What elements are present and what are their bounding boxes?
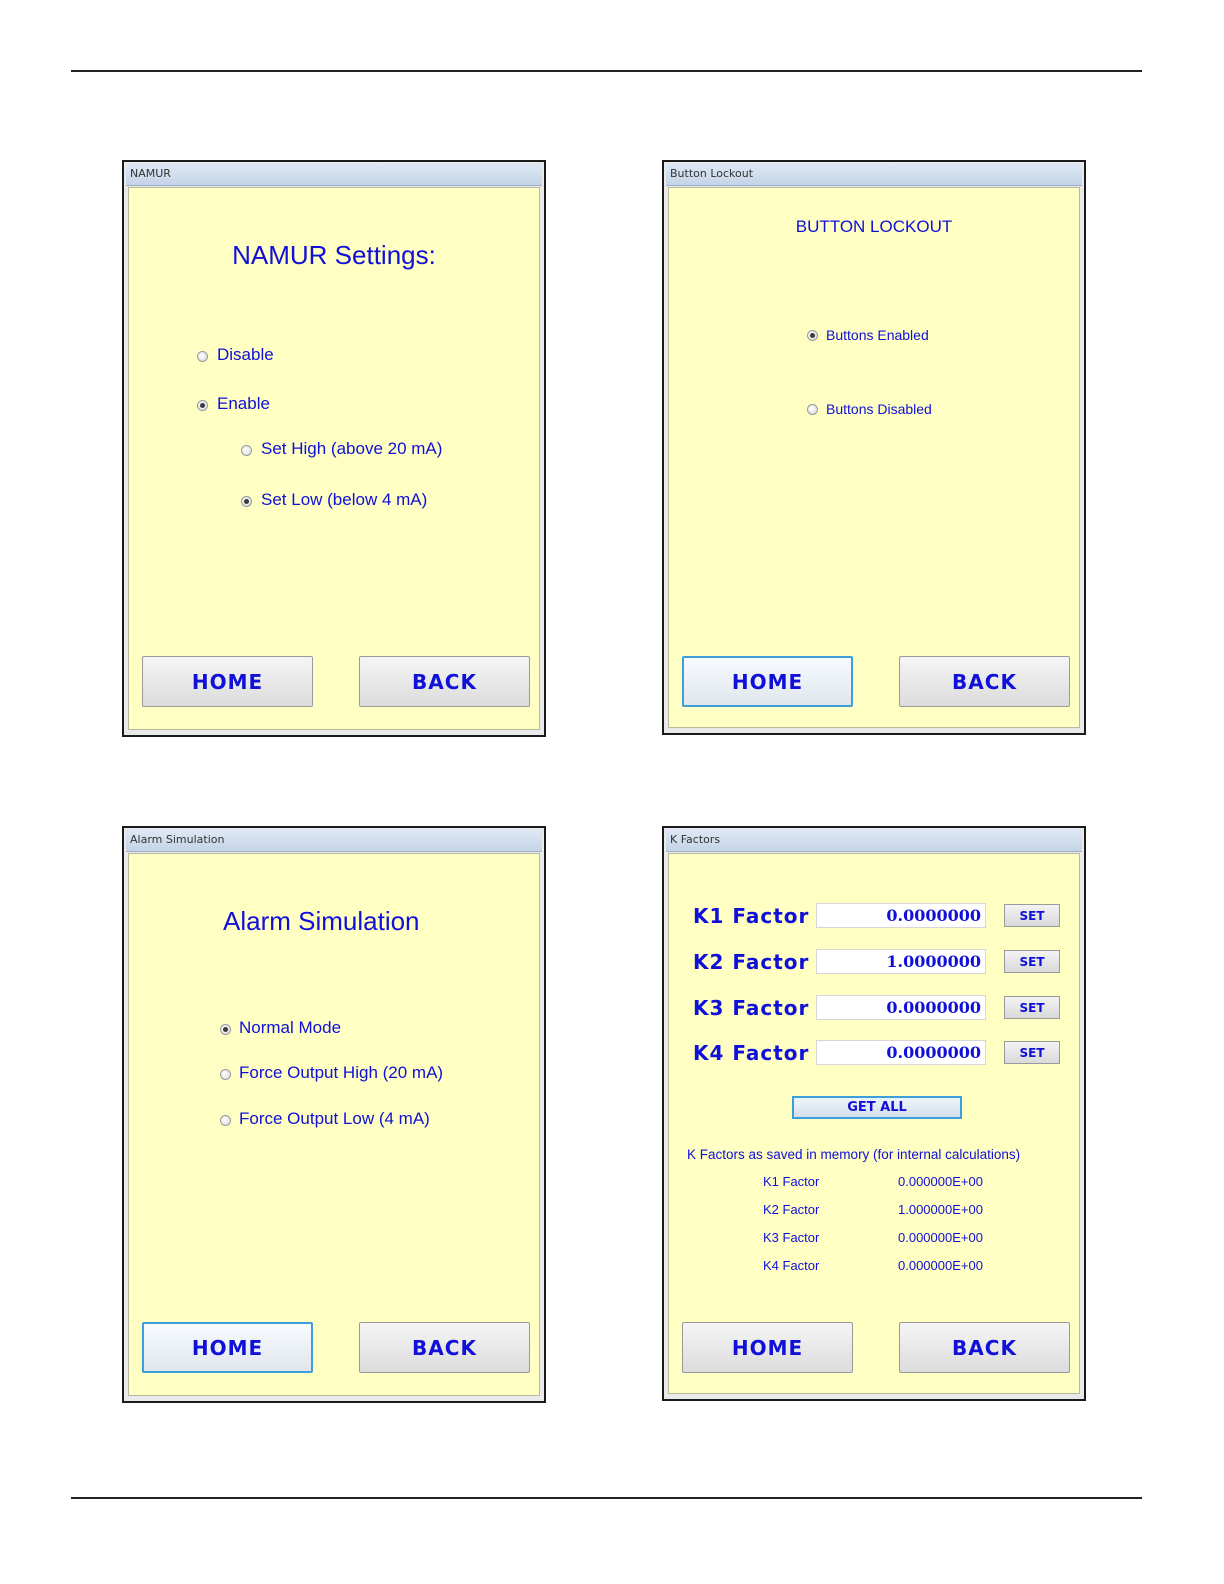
back-button[interactable]: BACK <box>899 656 1070 707</box>
force-high-label: Force Output High (20 mA) <box>239 1063 444 1082</box>
memory-k3-label: K3 Factor <box>763 1230 820 1245</box>
k1-set-button[interactable]: SET <box>1004 904 1060 927</box>
bottom-rule <box>71 1497 1142 1499</box>
buttons-disabled-label: Buttons Disabled <box>826 401 932 417</box>
namur-title-bar: NAMUR <box>126 163 542 186</box>
back-button[interactable]: BACK <box>359 1322 530 1373</box>
k1-factor-label: K1 Factor <box>693 904 810 928</box>
normal-mode-radio[interactable] <box>220 1024 231 1035</box>
namur-panel <box>128 187 540 730</box>
namur-window <box>122 160 546 737</box>
namur-heading: NAMUR Settings: <box>232 240 436 270</box>
disable-radio[interactable] <box>197 351 208 362</box>
memory-caption: K Factors as saved in memory (for internal calculations) <box>687 1147 1021 1162</box>
button-lockout-title-bar: Button Lockout <box>666 163 1082 186</box>
alarm-simulation-window <box>122 826 546 1403</box>
k2-factor-input[interactable]: 1.0000000 <box>816 949 986 974</box>
top-rule <box>71 70 1142 72</box>
back-button[interactable]: BACK <box>359 656 530 707</box>
back-button[interactable]: BACK <box>899 1322 1070 1373</box>
alarm-simulation-heading: Alarm Simulation <box>223 906 420 936</box>
buttons-enabled-radio[interactable] <box>807 330 818 341</box>
disable-label: Disable <box>217 345 274 364</box>
home-button[interactable]: HOME <box>142 1322 313 1373</box>
k4-factor-input[interactable]: 0.0000000 <box>816 1040 986 1065</box>
force-low-label: Force Output Low (4 mA) <box>239 1109 430 1128</box>
get-all-button[interactable]: GET ALL <box>792 1096 962 1119</box>
memory-k1-label: K1 Factor <box>763 1174 820 1189</box>
k-factors-window <box>662 826 1086 1401</box>
set-low-radio[interactable] <box>241 496 252 507</box>
alarm-simulation-title-bar: Alarm Simulation <box>126 829 542 852</box>
k3-factor-input[interactable]: 0.0000000 <box>816 995 986 1020</box>
force-high-radio[interactable] <box>220 1069 231 1080</box>
home-button[interactable]: HOME <box>682 656 853 707</box>
k2-set-button[interactable]: SET <box>1004 950 1060 973</box>
k-factors-panel <box>668 853 1080 1394</box>
force-low-radio[interactable] <box>220 1115 231 1126</box>
memory-k2-value: 1.000000E+00 <box>898 1202 983 1217</box>
alarm-simulation-panel <box>128 853 540 1396</box>
home-button[interactable]: HOME <box>142 656 313 707</box>
home-button[interactable]: HOME <box>682 1322 853 1373</box>
button-lockout-window <box>662 160 1086 735</box>
k-factors-title-bar: K Factors <box>666 829 1082 852</box>
k2-factor-label: K2 Factor <box>693 950 810 974</box>
buttons-disabled-radio[interactable] <box>807 404 818 415</box>
k4-factor-label: K4 Factor <box>693 1041 810 1065</box>
memory-k4-value: 0.000000E+00 <box>898 1258 983 1273</box>
enable-label: Enable <box>217 394 270 413</box>
buttons-enabled-label: Buttons Enabled <box>826 327 929 343</box>
button-lockout-panel <box>668 187 1080 728</box>
k4-set-button[interactable]: SET <box>1004 1041 1060 1064</box>
set-high-radio[interactable] <box>241 445 252 456</box>
button-lockout-heading: BUTTON LOCKOUT <box>795 217 953 236</box>
k3-set-button[interactable]: SET <box>1004 996 1060 1019</box>
enable-radio[interactable] <box>197 400 208 411</box>
set-high-label: Set High (above 20 mA) <box>261 439 443 458</box>
memory-k4-label: K4 Factor <box>763 1258 820 1273</box>
k1-factor-input[interactable]: 0.0000000 <box>816 903 986 928</box>
normal-mode-label: Normal Mode <box>239 1018 342 1037</box>
k3-factor-label: K3 Factor <box>693 996 810 1020</box>
memory-k2-label: K2 Factor <box>763 1202 820 1217</box>
memory-k1-value: 0.000000E+00 <box>898 1174 983 1189</box>
set-low-label: Set Low (below 4 mA) <box>261 490 428 509</box>
memory-k3-value: 0.000000E+00 <box>898 1230 983 1245</box>
